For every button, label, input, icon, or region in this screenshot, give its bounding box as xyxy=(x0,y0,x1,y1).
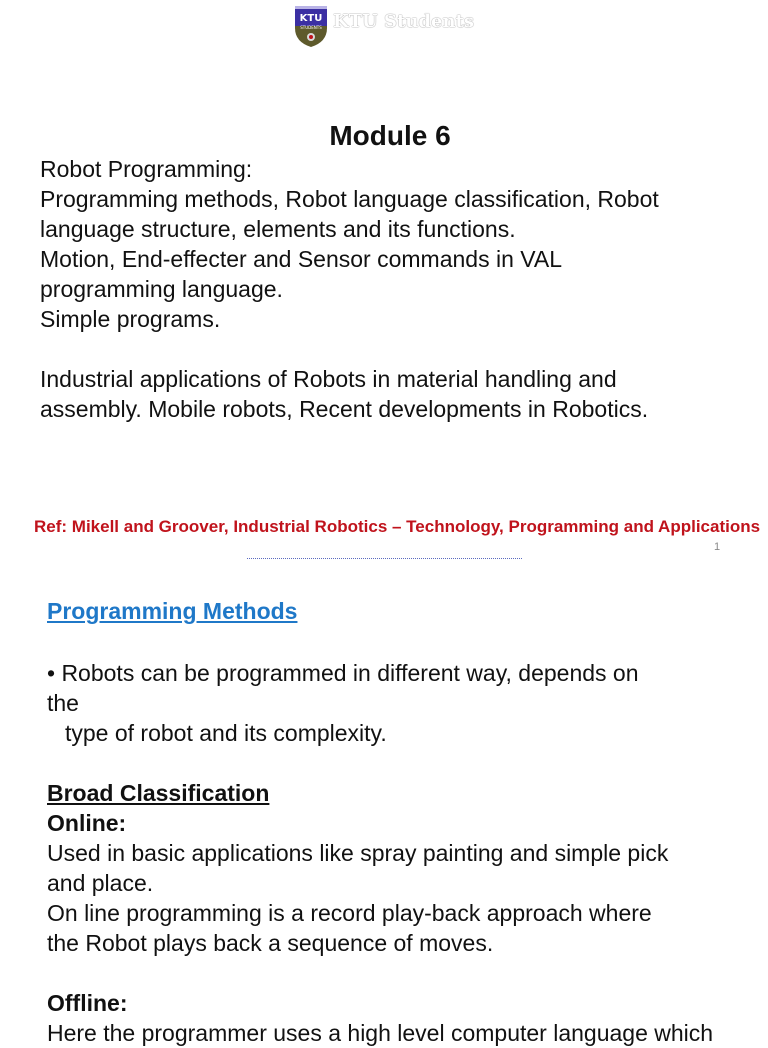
page-number: 1 xyxy=(714,541,721,553)
bullet-line: the xyxy=(47,690,79,716)
spacer xyxy=(47,958,762,988)
online-line: and place. xyxy=(47,870,154,896)
body-line: Simple programs. xyxy=(40,306,221,332)
online-heading: Online: xyxy=(47,810,127,836)
body-line: language structure, elements and its functions. xyxy=(40,216,516,242)
body-line: Motion, End-effecter and Sensor commands in VAL xyxy=(40,246,563,272)
body-line: programming language. xyxy=(40,276,283,302)
online-line: On line programming is a record play-back approach where xyxy=(47,900,652,926)
online-line: the Robot plays back a sequence of moves. xyxy=(47,930,494,956)
section-title-link[interactable]: Programming Methods xyxy=(47,598,298,624)
body-line: Programming methods, Robot language classification, Robot xyxy=(40,186,659,212)
slide2-body xyxy=(47,658,762,1048)
classification-heading: Broad Classification xyxy=(47,780,270,806)
body-line: Robot Programming: xyxy=(40,156,253,182)
bullet-line: • Robots can be programmed in different way, depends on xyxy=(47,660,639,686)
offline-heading: Offline: xyxy=(47,990,128,1016)
reference-text: Ref: Mikell and Groover, Industrial Robotics – Technology, Programming and Applications xyxy=(34,517,761,536)
slide-body xyxy=(40,154,760,424)
offline-line: Here the programmer uses a high level computer language which xyxy=(47,1020,714,1046)
bullet-line: type of robot and its complexity. xyxy=(65,720,387,746)
logo-text: KTU Students xyxy=(333,11,474,32)
logo-badge: KTU xyxy=(299,13,323,24)
body-line: assembly. Mobile robots, Recent developments in Robotics. xyxy=(40,396,649,422)
body-line-blank xyxy=(40,334,760,364)
logo-subtext: STUDENTS xyxy=(300,25,322,30)
slide-title: Module 6 xyxy=(329,120,451,151)
slide-programming-methods xyxy=(0,570,768,1046)
online-line: Used in basic applications like spray painting and simple pick xyxy=(47,840,669,866)
dotted-divider xyxy=(247,558,522,559)
body-line: Industrial applications of Robots in material handling and xyxy=(40,366,617,392)
spacer xyxy=(47,748,762,778)
